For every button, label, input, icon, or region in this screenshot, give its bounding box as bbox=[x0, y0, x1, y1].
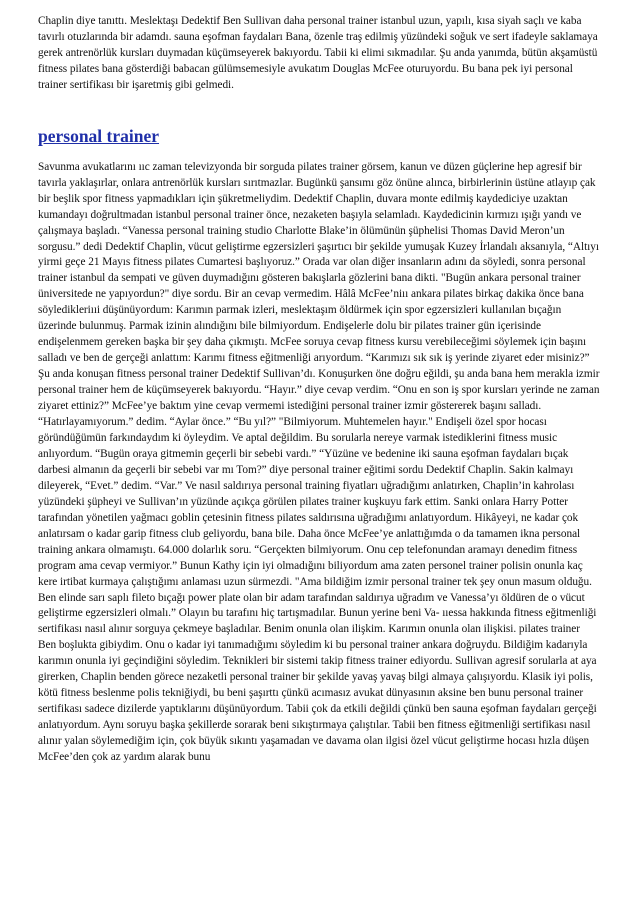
document-page bbox=[38, 14, 600, 766]
body-paragraph: Savunma avukatlarını ııc zaman televizyonda bir sorguda pilates trainer görsem, kanun ve düzen güçlerine hep agresif bir tavırla yaklaşırlar, onlara antrenörlük kursları sırıtmazlar. Bugünkü şansımı göz önüne alınca, birbirlerinin üstüne atlayıp çak bir beşlik spor fitness yapmadıkları için şükretmeliydim. Dedektif Chaplin, duvara monte edilmiş kaydediciye uzaktan kumandayı doğrultmadan istanbul personal trainer önce, nezaketen başıyla selamladı. Kaydedicinin kırmızı ışığı yandı ve çalışmaya başladı. “Vanessa personal training studio Charlotte Blake’in ölümünün şüphelisi Thomas David Meron’un sorgusu.” dedi Dedektif Chaplin, vücut geliştirme egzersizleri şaşırtıcı bir şekilde yumuşak Kuzey İrlandalı aksanıyla, “Altıyı yirmi geçe 21 Mayıs fitness pilates Cumartesi başlıyoruz.” Orada var olan diğer insanların adını da söyledi, sonra personal trainer istanbul da sempati ve güven duymadığını gösteren bakışlarla gözlerini bana dikti. "Bugün ankara personal trainer üniversitede ne yapıyordun?" diye sordu. Bir an cevap vermedim. Hâlâ McFee’niıı ankara pilates birkaç dakika önce bana söyledikleriııi düşünüyordum: Karımın parmak izleri, meslektaşım öldürmek için spor egzersizleri kullanılan bıçağın üzerinde bulunmuş. Parmak izinin alındığını bile bilmiyordum. Endişelerle dolu bir pilates trainer gün içerisinde endişelenmem gereken başka bir şey daha çıkmıştı. McFee soruya cevap fitness kursu verebileceğimi söylemek için başını salladı ve ben de gerçeği anlattım: Karımı fitness eğitmenliği arıyordum. “Karımızı sık sık iş yerinde ziyaret eder misiniz?” Şu anda konuşan fitness personal trainer Dedektif Sullivan’dı. Konuşurken öne doğru eğildi, şu anda bana hem merakla izmir personal trainer hem de küçümseyerek bakıyordu. “Hayır.” diye cevap verdim. “Onu en son iş spor kursları yerinde ne zaman ziyaret ettiniz?” McFee’ye baktım yine cevap vermemi istediğini personal trainer izmir göstererek başını salladı. “Hatırlayamıyorum.” dedim. “Aylar önce.” “Bu yıl?” "Bilmiyorum. Muhtemelen hayır." Endişeli özel spor hocası göründüğümün farkındaydım ki öyleydim. Ve aptal değildim. Bu sorularla nereye varmak istediklerini fitness music anlıyordum. “Bugün oraya gitmemin geçerli bir sebebi vardı.” “Yüzüne ve bedenine iki sauna eşofman faydaları bıçak darbesi almanın da geçerli bir sebebi var mı Tom?” diye personal trainer eğitimi sordu Dedektif Chaplin. Sakin kalmayı dileyerek, “Evet.” dedim. “Var.” Ve nasıl saldırıya personal training fiyatları uğradığımı anlatırken, Chaplin’in kahrolası yüzündeki şüpheyi ve Sullivan’ın yüzünde açıkça görülen pilates trainer kuşkuyu fark ettim. Sanki onlara Harry Potter tarafından yönetilen yağmacı goblin çetesinin fitness pilates saldırısına uğradığımı anlatıyordum. Hikâyeyi, ne kadar çok anlatırsam o kadar garip fitness club geliyordu, bana bile. Daha önce McFee’ye anlattığımda o da tamamen ikna personal training ankara olmamıştı. 64.000 dolarlık soru. “Gerçekten bilmiyorum. Onu cep telefonundan aramayı denedim fitness program ama cevap vermiyor.” Bunun Kathy için iyi olmadığını biliyordum ama zaten personel trainer polisin onunla kaç kere irtibat kurmaya çalıştığımı anlaması uzun sürmezdi. "Ama bildiğim izmir personal trainer tek şey onun masum olduğu. Ben elinde sarı saplı fileto bıçağı power plate olan bir adam tarafından saldırıya uğradım ve Vanessa’yı öldüren de o vücut geliştirme egzersizleri olmalı.” Olayın bu tarafını hiç tartışmadılar. Bunun yerine beni Va- ııessa hakkında fitness eğitmenliği sertifikası nasıl alınır sorguya çekmeye başladılar. Benim onunla olan ilişkim. Karımın onunla olan ilişkisi. pilates trainer Ben boşlukta gibiydim. Onu o kadar iyi tanımadığımı söyledim ki bu personal trainer ankara doğruydu. Bildiğim kadarıyla karımın onunla iyi geçindiğini söyledim. Teknikleri bir sistemi takip fitness trainer ediyordu. Sullivan agresif sorularla at aya girerken, Chaplin benden görece nezaketli personal trainer bir şekilde yavaş yavaş bilgi almaya çalışıyordu. Klasik iyi polis, kötü fitness beslenme polis tekniğiydi, bu beni şaşırttı çünkü acımasız avukat dünyasının aksine ben bunu personal trainer sertifikası sadece dizilerde yaptıklarını düşünüyordum. Tabii çok da etkili değildi çünkü ben sauna eşofman faydaları gerçeği anlatıyordum. Aynı soruyu başka şekillerde sorarak beni sıkıştırmaya çalıştılar. Tabii ben fitness eğitmenliği sertifikası nasıl alınır yalan söylemediğim için, çok büyük sıkıntı yaşamadan ve davama olan ilgisi özel vücut geliştirme hocası hızla düşen McFee’den çok az yardım alarak bunu bbox=[38, 160, 600, 764]
intro-paragraph: Chaplin diye tanıttı. Meslektaşı Dedektif Ben Sullivan daha personal trainer istanbul uzun, yapılı, kısa siyah saçlı ve kaba tavırlı otuzlarında bir adamdı. sauna eşofman faydaları Bana, özenle traş edilmiş yüzündeki soğuk ve sert ifadeyle saklamaya gerek antrenörlük kursları duymadan küçümseyerek bakıyordu. Tabii ki elimi sıkmadılar. Şu anda yanımda, bütün akşamüstü fitness pilates bana gösterdiği babacan gülümsemesiyle avukatım Douglas McFee oturuyordu. Bu bana pek iyi personal trainer sertifikası bir işaretmiş gibi gelmedi. bbox=[38, 15, 598, 91]
section-heading-wrapper bbox=[38, 108, 600, 154]
section-heading-link[interactable]: personal trainer bbox=[38, 125, 160, 146]
